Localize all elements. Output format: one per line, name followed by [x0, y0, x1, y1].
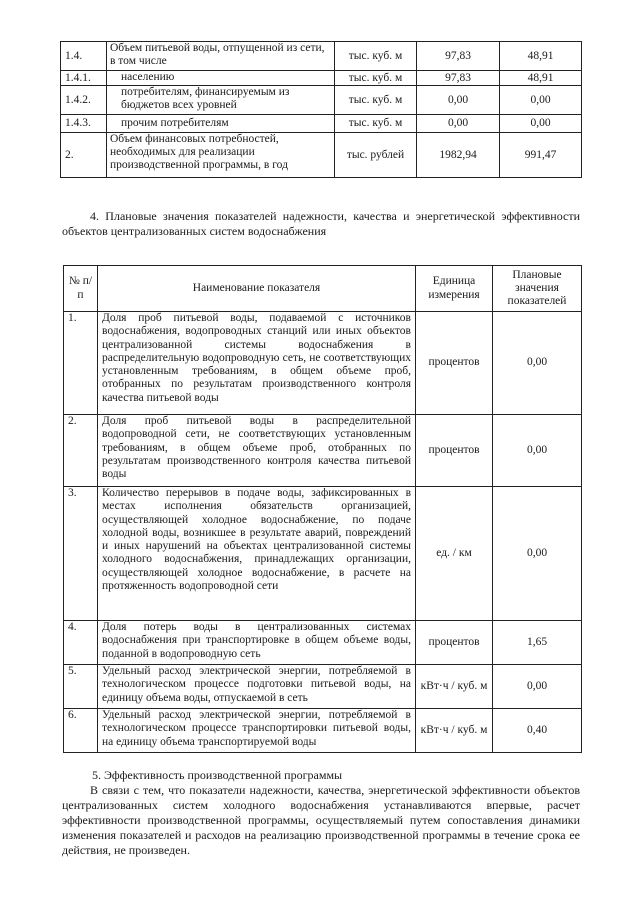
row-number: 4. — [64, 621, 98, 665]
row-name: прочим потребителям — [107, 115, 335, 133]
table-row — [64, 487, 582, 621]
row-number: 1.4. — [61, 42, 107, 71]
row-name: Количество перерывов в подаче воды, зафиксированных в местах исполнения обязательств организацией, осуществляющей холодное водоснабжение, по подаче холодной воды, возникшее в результате аварий, повреждений и иных нарушений на объектах централизованной системы холодного водоснабжения, принадлежащих организации, осуществляющей холодное водоснабжение, в расчете на протяженность водопроводной сети — [98, 487, 416, 621]
row-name: Удельный расход электрической энергии, потребляемой в технологическом процессе подготовки питьевой воды, на единицу объема воды, отпускаемой в сеть — [98, 665, 416, 709]
row-unit: кВт·ч / куб. м — [416, 709, 493, 753]
row-value: 0,00 — [493, 665, 582, 709]
row-unit: тыс. куб. м — [335, 42, 417, 71]
section-4-heading: 4. Плановые значения показателей надежности, качества и энергетической эффективности объектов централизованных систем водоснабжения — [62, 209, 580, 238]
row-number: 2. — [64, 415, 98, 487]
row-name: Доля потерь воды в централизованных системах водоснабжения при транспортировке в общем объеме воды, поданной в водопроводную сеть — [98, 621, 416, 665]
row-name: Удельный расход электрической энергии, потребляемой в технологическом процессе транспортировки питьевой воды, на единицу объема транспортируемой воды — [98, 709, 416, 753]
table-row — [64, 665, 582, 709]
header-number: № п/п — [64, 266, 98, 312]
row-number: 1. — [64, 312, 98, 415]
table-row — [61, 71, 582, 86]
row-value-2: 0,00 — [500, 86, 582, 115]
table-row — [64, 709, 582, 753]
row-value-2: 48,91 — [500, 42, 582, 71]
table-row — [61, 133, 582, 178]
row-unit: ед. / км — [416, 487, 493, 621]
row-name: Доля проб питьевой воды в распределительной водопроводной сети, не соответствующих установленным требованиям, в общем объеме проб, отобранных по результатам производственного контроля качества питьевой воды — [98, 415, 416, 487]
row-value-1: 97,83 — [417, 71, 500, 86]
row-value-1: 0,00 — [417, 86, 500, 115]
row-number: 2. — [61, 133, 107, 178]
row-name: Объем питьевой воды, отпущенной из сети, в том числе — [107, 42, 335, 71]
table-row — [61, 115, 582, 133]
row-name: Доля проб питьевой воды, подаваемой с источников водоснабжения, водопроводных станций или иных объектов централизованной системы водоснабжения в распределительную водопроводную сеть, не соответствующих установленным требованиям, в общем объеме проб, отобранных по результатам производственного контроля качества питьевой воды — [98, 312, 416, 415]
section-5-heading: 5. Эффективность производственной программы — [92, 768, 343, 782]
row-name: населению — [107, 71, 335, 86]
production-volume-table — [60, 41, 582, 178]
row-unit: процентов — [416, 621, 493, 665]
row-number: 5. — [64, 665, 98, 709]
row-value-1: 97,83 — [417, 42, 500, 71]
row-unit: тыс. рублей — [335, 133, 417, 178]
header-value: Плановые значения показателей — [493, 266, 582, 312]
row-value: 0,40 — [493, 709, 582, 753]
row-value-1: 1982,94 — [417, 133, 500, 178]
row-value: 0,00 — [493, 487, 582, 621]
table-row — [61, 86, 582, 115]
row-number: 6. — [64, 709, 98, 753]
row-name: потребителям, финансируемым из бюджетов всех уровней — [107, 86, 335, 115]
table-row — [61, 42, 582, 71]
indicators-table — [63, 265, 582, 753]
table-row — [64, 312, 582, 415]
table-row — [64, 621, 582, 665]
header-name: Наименование показателя — [98, 266, 416, 312]
row-value: 0,00 — [493, 415, 582, 487]
row-value-2: 48,91 — [500, 71, 582, 86]
row-value-1: 0,00 — [417, 115, 500, 133]
row-value: 1,65 — [493, 621, 582, 665]
row-name: Объем финансовых потребностей, необходимых для реализации производственной программы, в год — [107, 133, 335, 178]
row-value-2: 991,47 — [500, 133, 582, 178]
row-value: 0,00 — [493, 312, 582, 415]
row-unit: процентов — [416, 415, 493, 487]
row-unit: кВт·ч / куб. м — [416, 665, 493, 709]
row-number: 3. — [64, 487, 98, 621]
row-value-2: 0,00 — [500, 115, 582, 133]
row-unit: тыс. куб. м — [335, 86, 417, 115]
table-header-row — [64, 266, 582, 312]
header-unit: Единица измерения — [416, 266, 493, 312]
row-number: 1.4.2. — [61, 86, 107, 115]
row-unit: процентов — [416, 312, 493, 415]
row-unit: тыс. куб. м — [335, 115, 417, 133]
row-number: 1.4.3. — [61, 115, 107, 133]
row-number: 1.4.1. — [61, 71, 107, 86]
section-5-paragraph: В связи с тем, что показатели надежности, качества, энергетической эффективности объектов централизованных систем холодного водоснабжения устанавливаются впервые, расчет эффективности производственной программы, осуществляемый путем сопоставления динамики изменения показателей и расходов на реализацию производственной программы в течение срока ее действия, не произведен. — [62, 783, 580, 857]
table-row — [64, 415, 582, 487]
row-unit: тыс. куб. м — [335, 71, 417, 86]
